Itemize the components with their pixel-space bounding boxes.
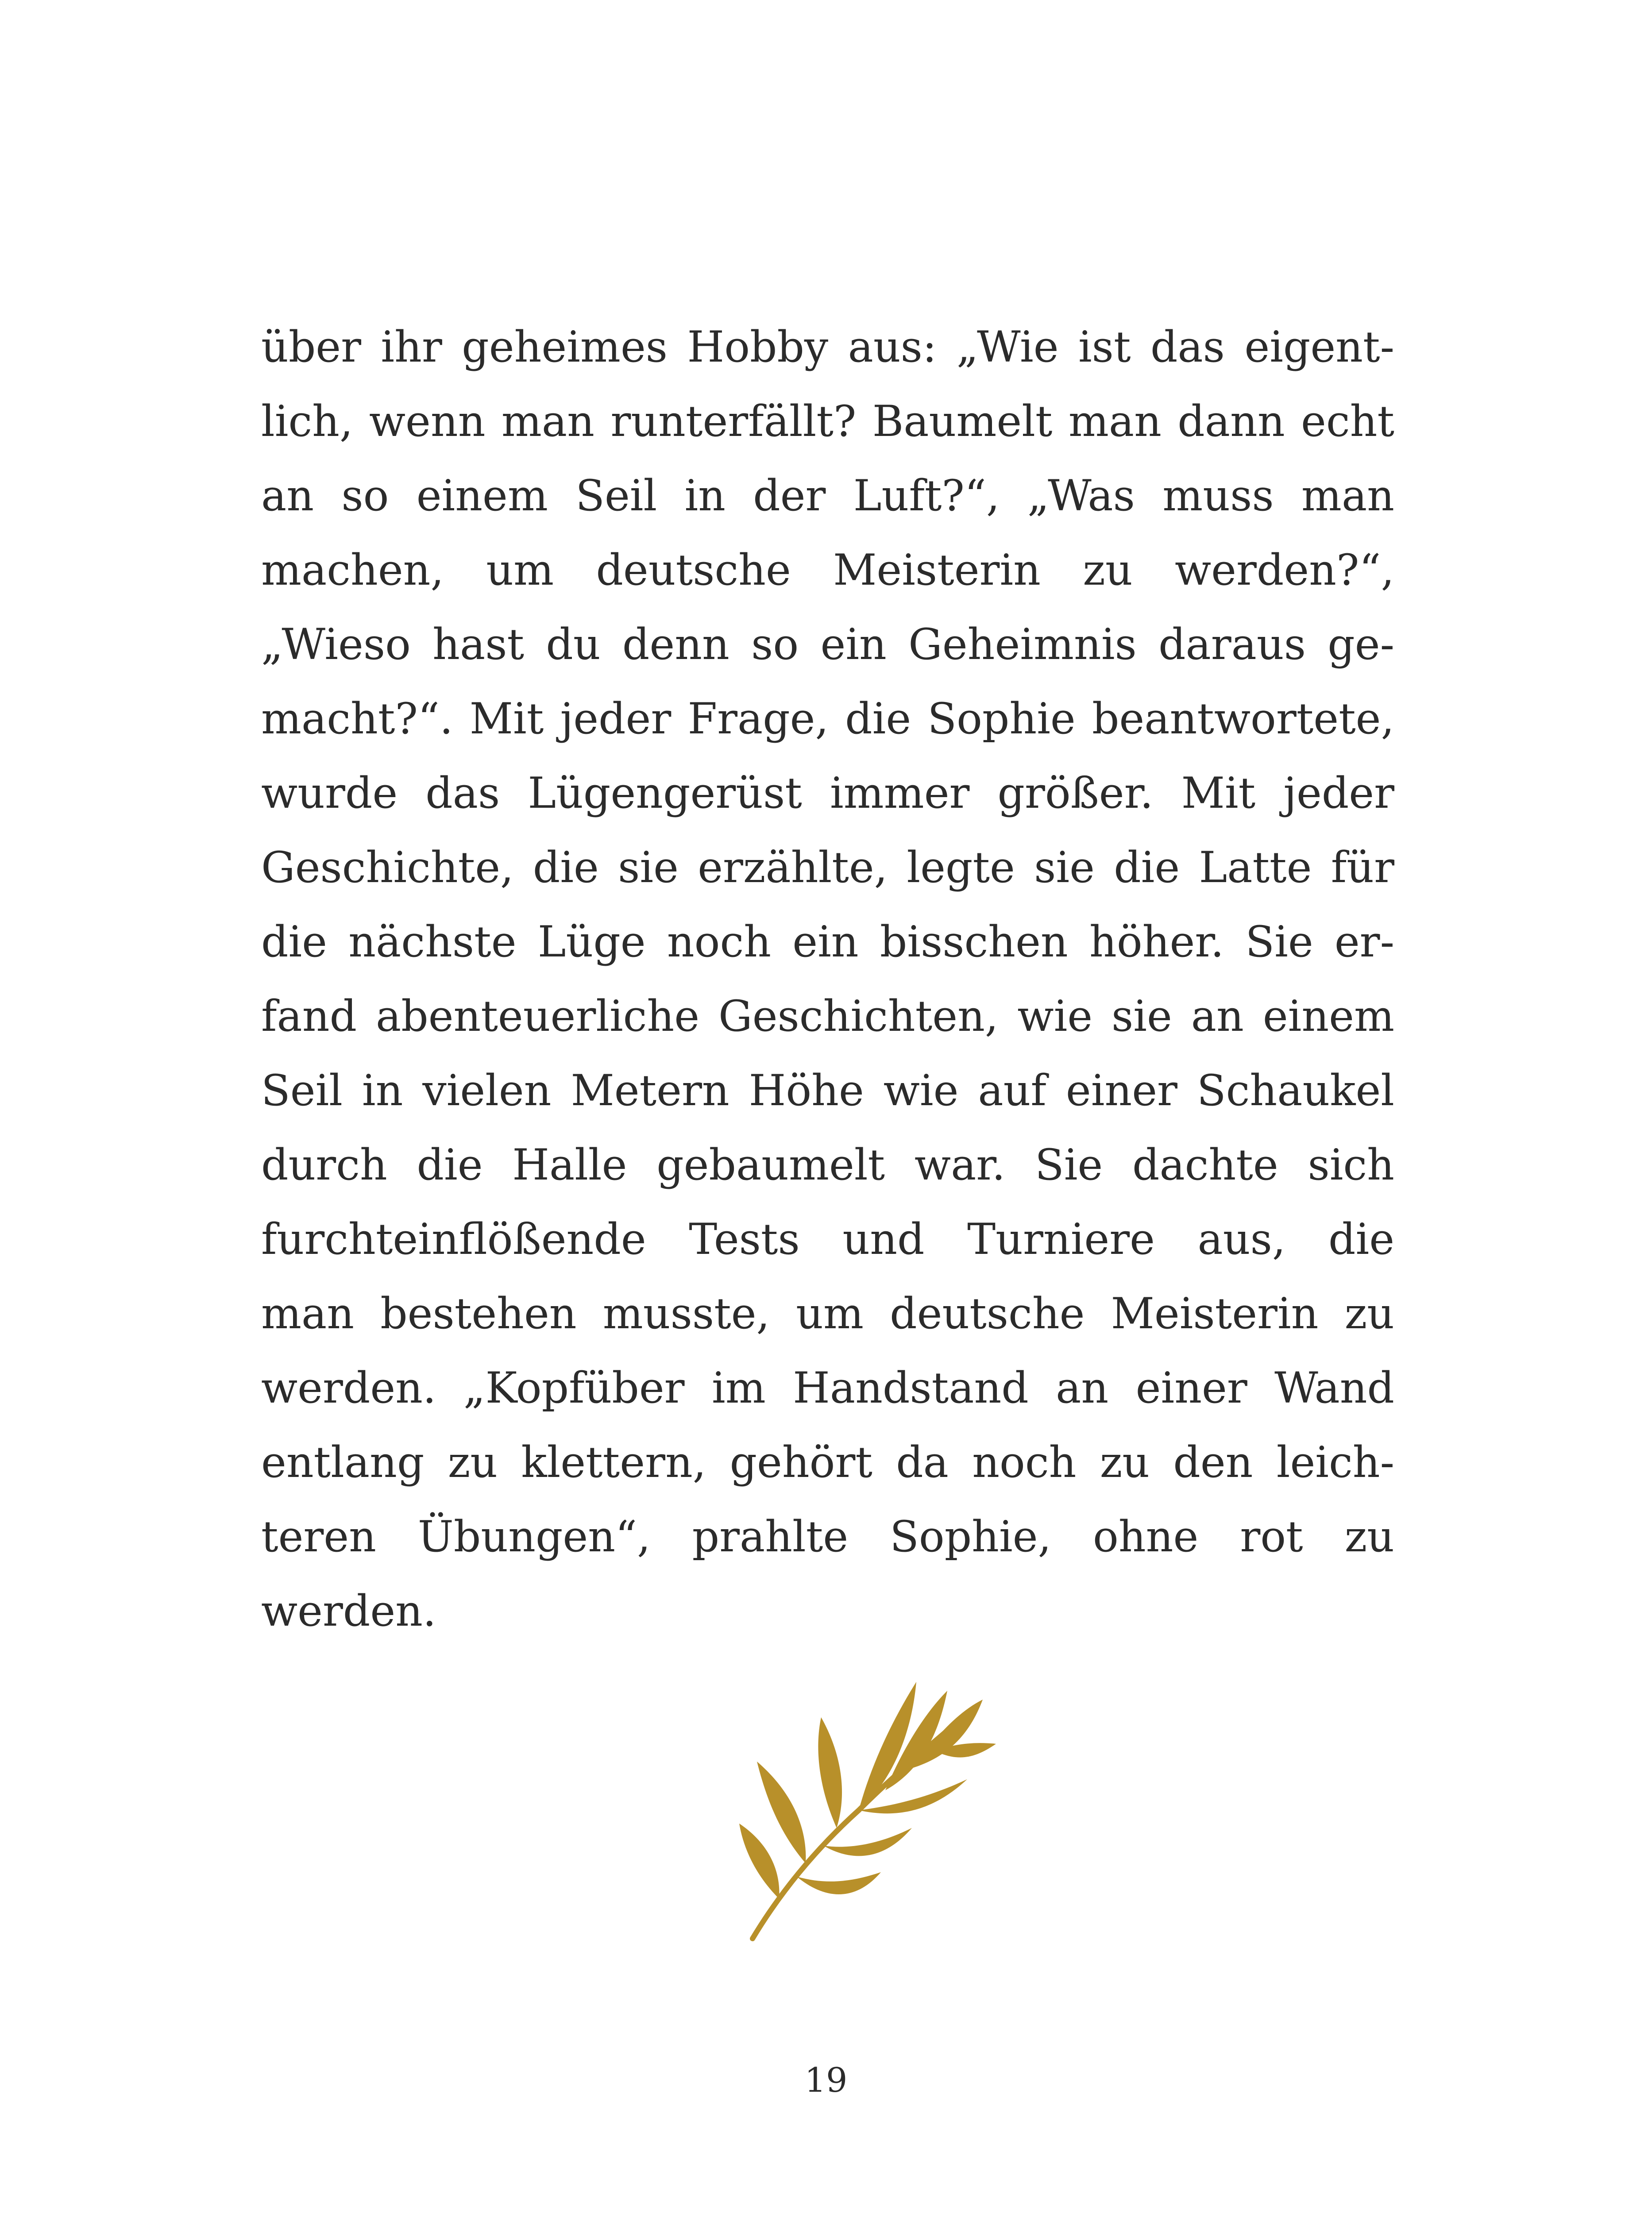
- text-line: lich, wenn man runterfällt? Baumelt man dann echt: [261, 397, 1394, 446]
- text-line: Geschichte, die sie erzählte, legte sie die Latte für: [261, 843, 1394, 892]
- text-line: man bestehen musste, um deutsche Meisterin zu: [261, 1289, 1394, 1338]
- page-number: 19: [804, 2060, 848, 2100]
- text-line: über ihr geheimes Hobby aus: „Wie ist das eigent-: [261, 322, 1394, 372]
- text-line: „Wieso hast du denn so ein Geheimnis daraus ge-: [261, 620, 1394, 669]
- text-line: wurde das Lügengerüst immer größer. Mit jeder: [261, 768, 1394, 818]
- text-line: fand abenteuerliche Geschichten, wie sie an einem: [261, 991, 1394, 1041]
- body-paragraph: [261, 310, 1394, 1648]
- text-line: werden.: [261, 1586, 436, 1636]
- leaf-sprig-icon: [726, 1664, 1000, 1947]
- text-line: werden. „Kopfüber im Handstand an einer Wand: [261, 1363, 1394, 1413]
- text-line: durch die Halle gebaumelt war. Sie dachte sich: [261, 1140, 1394, 1190]
- text-line: teren Übungen“, prahlte Sophie, ohne rot zu: [261, 1512, 1394, 1561]
- text-line: macht?“. Mit jeder Frage, die Sophie beantwortete,: [261, 694, 1394, 744]
- text-line: die nächste Lüge noch ein bisschen höher. Sie er-: [261, 917, 1394, 967]
- text-line: entlang zu klettern, gehört da noch zu den leich-: [261, 1438, 1394, 1487]
- text-line: machen, um deutsche Meisterin zu werden?“,: [261, 545, 1394, 595]
- text-line: Seil in vielen Metern Höhe wie auf einer Schaukel: [261, 1066, 1394, 1115]
- text-line: an so einem Seil in der Luft?“, „Was muss man: [261, 471, 1394, 520]
- text-line: furchteinflößende Tests und Turniere aus, die: [261, 1214, 1394, 1264]
